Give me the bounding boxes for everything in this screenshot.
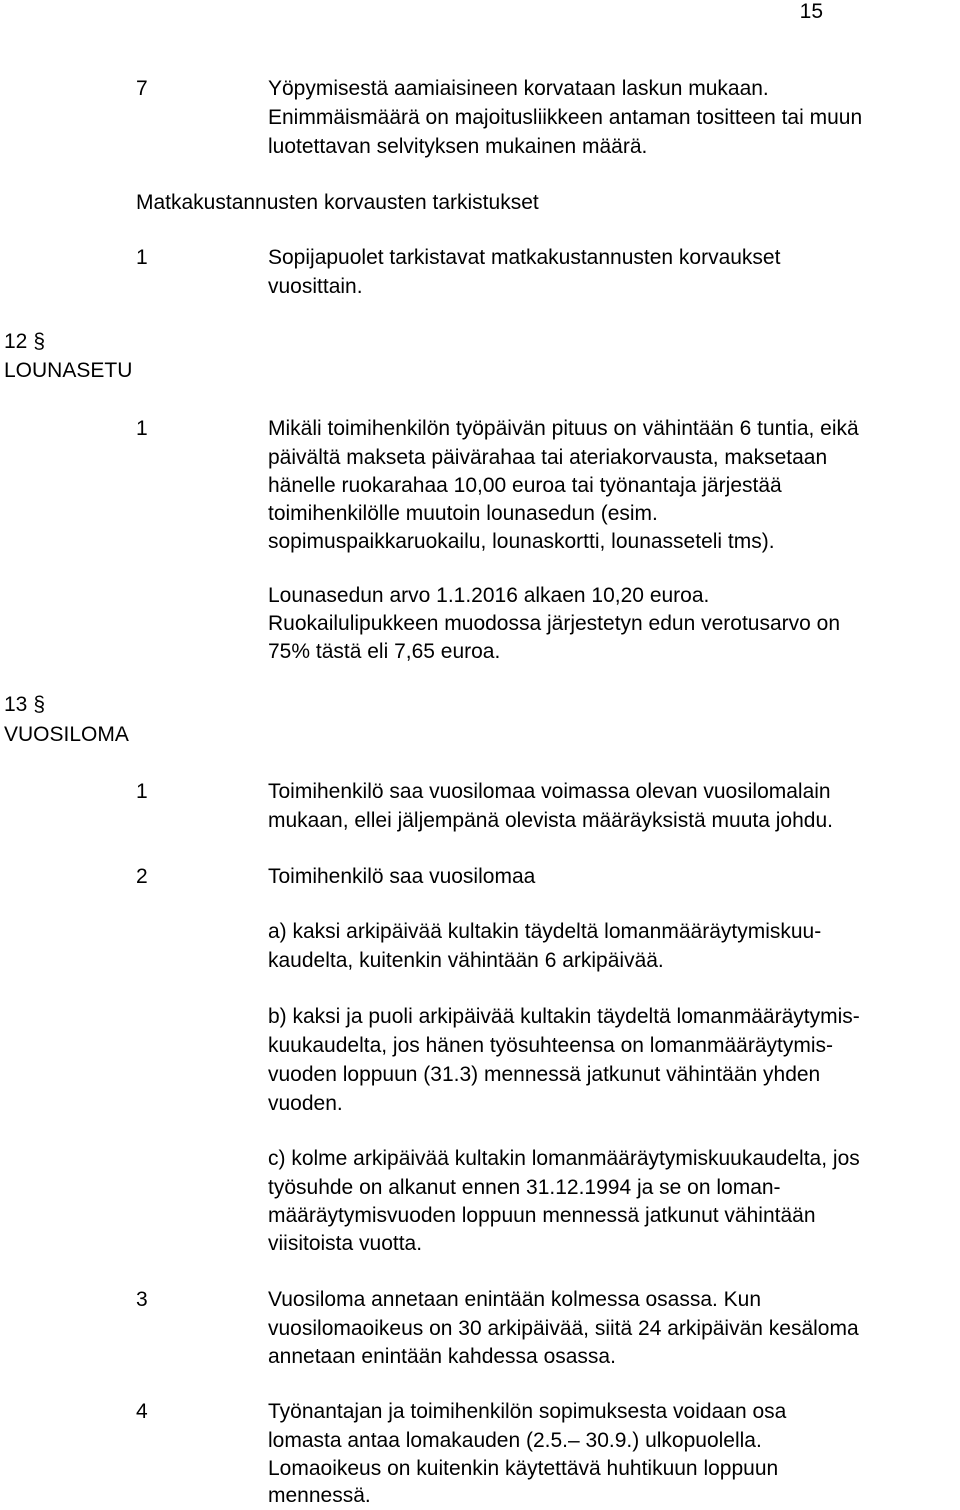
subsection-heading: Matkakustannusten korvausten tarkistukset bbox=[136, 191, 539, 214]
paragraph-line: Yöpymisestä aamiaisineen korvataan laskun mukaan. bbox=[268, 77, 769, 100]
paragraph-line: sopimuspaikkaruokailu, lounaskortti, lounasseteli tms). bbox=[268, 530, 775, 553]
section-title: VUOSILOMA bbox=[4, 723, 129, 746]
section-number: 12 bbox=[4, 330, 28, 353]
section-symbol: § bbox=[33, 330, 46, 353]
item-number-7: 7 bbox=[136, 77, 148, 100]
paragraph-line: toimihenkilölle muutoin lounasedun (esim. bbox=[268, 502, 658, 525]
item-number: 4 bbox=[136, 1400, 148, 1423]
section-number: 13 bbox=[4, 693, 28, 716]
section-12-heading bbox=[4, 328, 45, 356]
paragraph-line: lomasta antaa lomakauden (2.5.– 30.9.) ulkopuolella. bbox=[268, 1429, 762, 1452]
list-item-a: a) kaksi arkipäivää kultakin täydeltä lomanmääräytymiskuu- bbox=[268, 920, 822, 943]
paragraph-line: Toimihenkilö saa vuosilomaa bbox=[268, 865, 536, 888]
list-item-b: vuoden. bbox=[268, 1092, 343, 1115]
section-13-heading bbox=[4, 691, 45, 719]
item-number: 1 bbox=[136, 246, 148, 269]
item-number: 1 bbox=[136, 417, 148, 440]
paragraph-line: Ruokailulipukkeen muodossa järjestetyn edun verotusarvo on bbox=[268, 612, 841, 635]
section-title: LOUNASETU bbox=[4, 359, 133, 382]
paragraph-line: Sopijapuolet tarkistavat matkakustannusten korvaukset bbox=[268, 246, 781, 269]
paragraph-line: annetaan enintään kahdessa osassa. bbox=[268, 1345, 616, 1368]
paragraph-line: mukaan, ellei jäljempänä olevista määräyksistä muuta johdu. bbox=[268, 809, 833, 832]
paragraph-line: hänelle ruokarahaa 10,00 euroa tai työnantaja järjestää bbox=[268, 474, 782, 497]
list-item-c: viisitoista vuotta. bbox=[268, 1232, 423, 1255]
paragraph-line: Työnantajan ja toimihenkilön sopimuksesta voidaan osa bbox=[268, 1400, 787, 1423]
list-item-a: kaudelta, kuitenkin vähintään 6 arkipäivää. bbox=[268, 949, 664, 972]
paragraph-line: Lomaoikeus on kuitenkin käytettävä huhtikuun loppuun bbox=[268, 1457, 779, 1480]
list-item-b: kuukaudelta, jos hänen työsuhteensa on lomanmääräytymis- bbox=[268, 1034, 833, 1057]
paragraph-line: vuosittain. bbox=[268, 275, 363, 298]
paragraph-line: luotettavan selvityksen mukainen määrä. bbox=[268, 135, 648, 158]
paragraph-line: mennessä. bbox=[268, 1484, 371, 1507]
list-item-c: määräytymisvuoden loppuun mennessä jatkunut vähintään bbox=[268, 1204, 816, 1227]
paragraph-line: Toimihenkilö saa vuosilomaa voimassa olevan vuosilomalain bbox=[268, 780, 831, 803]
page-number: 15 bbox=[799, 0, 823, 23]
list-item-b: vuoden loppuun (31.3) mennessä jatkunut vähintään yhden bbox=[268, 1063, 821, 1086]
paragraph-line: vuosilomaoikeus on 30 arkipäivää, siitä 24 arkipäivän kesäloma bbox=[268, 1317, 859, 1340]
item-number: 3 bbox=[136, 1288, 148, 1311]
list-item-c: työsuhde on alkanut ennen 31.12.1994 ja se on loman- bbox=[268, 1176, 781, 1199]
paragraph-line: Mikäli toimihenkilön työpäivän pituus on vähintään 6 tuntia, eikä bbox=[268, 417, 859, 440]
section-symbol: § bbox=[33, 693, 46, 716]
paragraph-line: päivältä makseta päivärahaa tai ateriakorvausta, maksetaan bbox=[268, 446, 828, 469]
paragraph-line: 75% tästä eli 7,65 euroa. bbox=[268, 640, 501, 663]
item-number: 2 bbox=[136, 865, 148, 888]
item-number: 1 bbox=[136, 780, 148, 803]
paragraph-line: Vuosiloma annetaan enintään kolmessa osassa. Kun bbox=[268, 1288, 762, 1311]
list-item-c: c) kolme arkipäivää kultakin lomanmääräytymiskuukaudelta, jos bbox=[268, 1147, 860, 1170]
list-item-b: b) kaksi ja puoli arkipäivää kultakin täydeltä lomanmääräytymis- bbox=[268, 1005, 860, 1028]
paragraph-line: Lounasedun arvo 1.1.2016 alkaen 10,20 euroa. bbox=[268, 584, 710, 607]
paragraph-line: Enimmäismäärä on majoitusliikkeen antaman tositteen tai muun bbox=[268, 106, 863, 129]
